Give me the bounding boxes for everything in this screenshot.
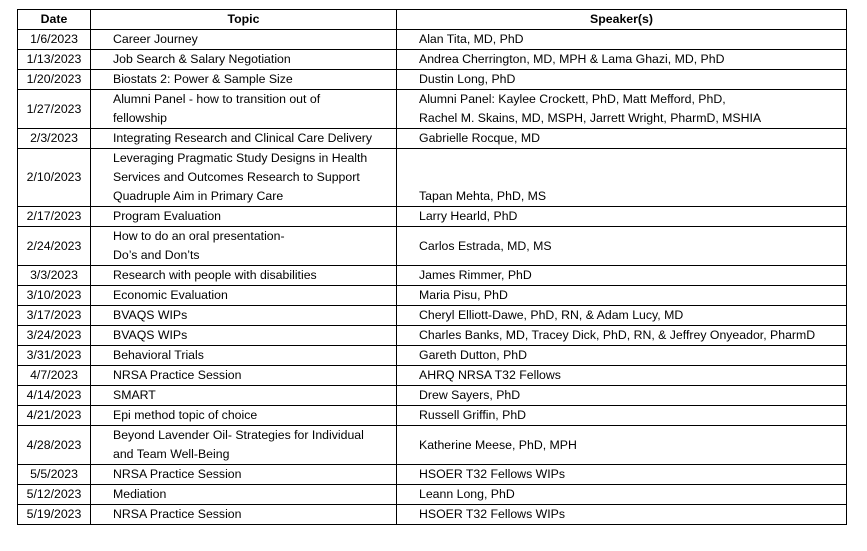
topic-line: and Team Well-Being: [113, 447, 230, 461]
speakers-cell: [397, 70, 847, 90]
speakers-cell: [397, 286, 847, 306]
date-cell: 1/13/2023: [18, 50, 91, 70]
date-cell: 5/19/2023: [18, 505, 91, 525]
speaker-line: James Rimmer, PhD: [419, 268, 532, 282]
speaker-line: Katherine Meese, PhD, MPH: [419, 437, 577, 452]
topic-cell: [91, 485, 397, 505]
speaker-line: Maria Pisu, PhD: [419, 288, 508, 302]
topic-line: Services and Outcomes Research to Support: [113, 170, 360, 184]
topic-line: Program Evaluation: [113, 209, 221, 223]
header-row: [18, 10, 847, 30]
topic-line: Behavioral Trials: [113, 348, 204, 362]
speaker-line: Andrea Cherrington, MD, MPH & Lama Ghazi, MD, PhD: [419, 52, 725, 66]
speakers-cell: [397, 485, 847, 505]
table-row: [18, 465, 847, 485]
speaker-line: Tapan Mehta, PhD, MS: [419, 189, 547, 203]
topic-cell: [91, 149, 397, 207]
speaker-line: HSOER T32 Fellows WIPs: [419, 467, 566, 481]
table-row: [18, 30, 847, 50]
topic-cell: [91, 366, 397, 386]
table-row: [18, 90, 847, 129]
topic-line: NRSA Practice Session: [113, 368, 242, 382]
speaker-line: HSOER T32 Fellows WIPs: [419, 507, 566, 521]
date-cell: 3/17/2023: [18, 306, 91, 326]
table-row: [18, 286, 847, 306]
speaker-line: Gabrielle Rocque, MD: [419, 131, 540, 145]
topic-cell: [91, 129, 397, 149]
date-cell: 3/10/2023: [18, 286, 91, 306]
topic-line: Mediation: [113, 487, 167, 501]
topic-cell: [91, 346, 397, 366]
table-row: [18, 306, 847, 326]
speakers-cell: [397, 505, 847, 525]
speakers-cell: [397, 50, 847, 70]
speaker-line: Dustin Long, PhD: [419, 72, 516, 86]
speaker-line: Gareth Dutton, PhD: [419, 348, 527, 362]
speaker-line: Cheryl Elliott-Dawe, PhD, RN, & Adam Lucy, MD: [419, 308, 684, 322]
date-cell: 3/24/2023: [18, 326, 91, 346]
date-cell: 3/31/2023: [18, 346, 91, 366]
topic-cell: [91, 465, 397, 485]
speaker-line: Carlos Estrada, MD, MS: [419, 238, 552, 253]
table-row: [18, 326, 847, 346]
table-row: [18, 149, 847, 207]
table-row: [18, 129, 847, 149]
date-cell: 3/3/2023: [18, 266, 91, 286]
speaker-line: Alan Tita, MD, PhD: [419, 32, 524, 46]
topic-cell: [91, 306, 397, 326]
table-row: [18, 50, 847, 70]
topic-cell: [91, 30, 397, 50]
topic-line: BVAQS WIPs: [113, 308, 188, 322]
speaker-line: Drew Sayers, PhD: [419, 388, 521, 402]
topic-line: Biostats 2: Power & Sample Size: [113, 72, 293, 86]
speakers-cell: [397, 326, 847, 346]
speakers-cell: [397, 129, 847, 149]
date-cell: 2/10/2023: [18, 149, 91, 207]
speakers-cell: [397, 346, 847, 366]
topic-line: Quadruple Aim in Primary Care: [113, 189, 284, 203]
speakers-cell: [397, 426, 847, 465]
topic-line: Job Search & Salary Negotiation: [113, 52, 291, 66]
table-row: [18, 346, 847, 366]
topic-line: SMART: [113, 388, 156, 402]
seminar-schedule-table: [17, 9, 847, 525]
speaker-line: Russell Griffin, PhD: [419, 408, 527, 422]
topic-cell: [91, 90, 397, 129]
speakers-header: Speaker(s): [397, 10, 847, 30]
topic-line: Integrating Research and Clinical Care Delivery: [113, 131, 373, 145]
speakers-cell: [397, 266, 847, 286]
speaker-line: Larry Hearld, PhD: [419, 209, 518, 223]
table-row: [18, 426, 847, 465]
speakers-cell: [397, 366, 847, 386]
speaker-line: Leann Long, PhD: [419, 487, 515, 501]
topic-cell: [91, 266, 397, 286]
topic-line: Do’s and Don’ts: [113, 248, 200, 262]
table-row: [18, 207, 847, 227]
topic-header: Topic: [91, 10, 397, 30]
date-cell: 1/6/2023: [18, 30, 91, 50]
speakers-cell: [397, 386, 847, 406]
topic-line: fellowship: [113, 111, 167, 125]
topic-line: How to do an oral presentation-: [113, 229, 285, 243]
topic-cell: [91, 227, 397, 266]
speakers-cell: [397, 90, 847, 129]
topic-cell: [91, 326, 397, 346]
table-row: [18, 505, 847, 525]
date-cell: 4/7/2023: [18, 366, 91, 386]
topic-cell: [91, 207, 397, 227]
speaker-line: Charles Banks, MD, Tracey Dick, PhD, RN, & Jeffrey Onyeador, PharmD: [419, 328, 816, 342]
topic-cell: [91, 286, 397, 306]
speakers-cell: [397, 227, 847, 266]
speakers-cell: [397, 30, 847, 50]
topic-cell: [91, 426, 397, 465]
topic-cell: [91, 406, 397, 426]
table-row: [18, 366, 847, 386]
topic-cell: [91, 70, 397, 90]
topic-line: Career Journey: [113, 32, 198, 46]
speakers-cell: [397, 465, 847, 485]
topic-cell: [91, 505, 397, 525]
speaker-line: AHRQ NRSA T32 Fellows: [419, 368, 561, 382]
topic-line: Economic Evaluation: [113, 288, 228, 302]
topic-cell: [91, 386, 397, 406]
table-row: [18, 266, 847, 286]
date-cell: 5/5/2023: [18, 465, 91, 485]
speakers-cell: [397, 149, 847, 207]
table-row: [18, 406, 847, 426]
date-cell: 4/14/2023: [18, 386, 91, 406]
topic-line: Research with people with disabilities: [113, 268, 317, 282]
topic-line: Alumni Panel - how to transition out of: [113, 92, 321, 106]
topic-cell: [91, 50, 397, 70]
date-cell: 2/17/2023: [18, 207, 91, 227]
topic-line: Leveraging Pragmatic Study Designs in Health: [113, 151, 368, 165]
date-cell: 5/12/2023: [18, 485, 91, 505]
table-row: [18, 70, 847, 90]
topic-line: NRSA Practice Session: [113, 467, 242, 481]
speakers-cell: [397, 406, 847, 426]
date-cell: 4/21/2023: [18, 406, 91, 426]
topic-line: Epi method topic of choice: [113, 408, 258, 422]
date-cell: 1/20/2023: [18, 70, 91, 90]
speaker-line: Alumni Panel: Kaylee Crockett, PhD, Matt Mefford, PhD,: [419, 92, 726, 106]
date-cell: 2/3/2023: [18, 129, 91, 149]
date-header: Date: [18, 10, 91, 30]
topic-line: BVAQS WIPs: [113, 328, 188, 342]
table-row: [18, 485, 847, 505]
date-cell: 2/24/2023: [18, 227, 91, 266]
topic-line: Beyond Lavender Oil- Strategies for Individual: [113, 428, 364, 442]
table-row: [18, 386, 847, 406]
speaker-line: Rachel M. Skains, MD, MSPH, Jarrett Wright, PharmD, MSHIA: [419, 111, 762, 125]
topic-line: NRSA Practice Session: [113, 507, 242, 521]
date-cell: 1/27/2023: [18, 90, 91, 129]
speakers-cell: [397, 207, 847, 227]
date-cell: 4/28/2023: [18, 426, 91, 465]
speakers-cell: [397, 306, 847, 326]
table-row: [18, 227, 847, 266]
